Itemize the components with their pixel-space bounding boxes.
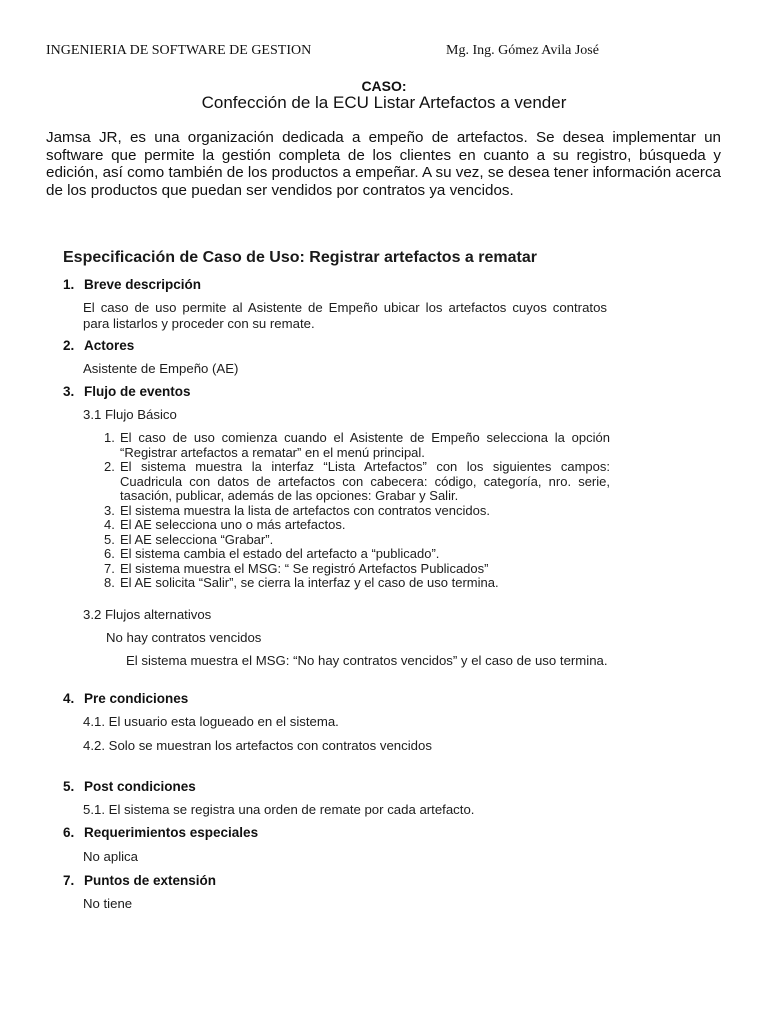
- flow-step: [104, 518, 610, 533]
- case-title: Confección de la ECU Listar Artefactos a vender: [201, 93, 567, 112]
- step-text: El sistema muestra la interfaz “Lista Artefactos” con los siguientes campos: Cuadricula con datos de artefactos con cabecera: código, categoría, nro. serie, tasación, publicar, además de las opciones: Grabar y Salir.: [120, 459, 610, 503]
- special-requirements-text: No aplica: [83, 849, 138, 864]
- flow-step: [104, 547, 610, 562]
- step-text: El sistema muestra el MSG: “ Se registró Artefactos Publicados”: [120, 560, 489, 576]
- section-number: 4.: [63, 691, 75, 706]
- step-number: 3.: [104, 502, 115, 518]
- step-number: 4.: [104, 517, 115, 532]
- actors-text: Asistente de Empeño (AE): [83, 361, 239, 376]
- case-intro-paragraph: Jamsa JR, es una organización dedicada a empeño de artefactos. Se desea implementar un software que permite la gestión completa de los clientes en cuanto a su registro, búsqueda y edición, así como también de los productos a empeñar. A su vez, se desea tener información acerca de los productos que puedan ser vendidos por contratos ya vencidos.: [46, 129, 721, 199]
- step-text: El caso de uso comienza cuando el Asistente de Empeño selecciona la opción “Registrar artefactos a rematar” en el menú principal.: [120, 430, 610, 460]
- step-number: 5.: [104, 531, 115, 547]
- alt-flow-text: El sistema muestra el MSG: “No hay contratos vencidos” y el caso de uso termina.: [126, 653, 608, 668]
- section-number: 1.: [63, 277, 75, 292]
- step-number: 6.: [104, 546, 115, 561]
- section-label: Post condiciones: [84, 779, 196, 794]
- step-text: El sistema muestra la lista de artefactos con contratos vencidos.: [120, 502, 490, 518]
- section-label: Requerimientos especiales: [84, 825, 259, 840]
- section-label: Actores: [84, 338, 135, 353]
- section-label: Breve descripción: [84, 277, 202, 292]
- description-text: El caso de uso permite al Asistente de Empeño ubicar los artefactos cuyos contratos para listarlos y proceder con su remate.: [83, 300, 607, 331]
- precondition-2: 4.2. Solo se muestran los artefactos con contratos vencidos: [83, 738, 432, 753]
- flow-step: [104, 562, 610, 577]
- section-number: 6.: [63, 825, 75, 840]
- postcondition-1: 5.1. El sistema se registra una orden de remate por cada artefacto.: [83, 802, 475, 817]
- basic-flow-heading: 3.1 Flujo Básico: [83, 407, 177, 422]
- extension-points-text: No tiene: [83, 896, 133, 911]
- spec-title: Especificación de Caso de Uso: Registrar artefactos a rematar: [63, 249, 537, 266]
- case-label: CASO:: [361, 78, 407, 94]
- section-number: 3.: [63, 384, 75, 399]
- step-text: El AE selecciona uno o más artefactos.: [120, 517, 346, 532]
- step-number: 2.: [104, 459, 115, 474]
- basic-flow-steps: [104, 431, 610, 591]
- flow-step: [104, 460, 610, 504]
- step-number: 1.: [104, 430, 115, 445]
- section-number: 5.: [63, 779, 75, 794]
- section-number: 7.: [63, 873, 75, 888]
- step-text: El sistema cambia el estado del artefacto a “publicado”.: [120, 546, 440, 561]
- section-label: Puntos de extensión: [84, 873, 217, 888]
- alt-flow-name: No hay contratos vencidos: [106, 630, 262, 645]
- step-number: 8.: [104, 575, 115, 590]
- flow-step: [104, 533, 610, 548]
- step-number: 7.: [104, 560, 115, 576]
- flow-step: [104, 504, 610, 519]
- precondition-1: 4.1. El usuario esta logueado en el sistema.: [83, 714, 339, 729]
- section-number: 2.: [63, 338, 75, 353]
- flow-step: [104, 431, 610, 460]
- author-name: Mg. Ing. Gómez Avila José: [446, 43, 599, 58]
- course-title: INGENIERIA DE SOFTWARE DE GESTION: [46, 43, 312, 58]
- alt-flow-heading: 3.2 Flujos alternativos: [83, 607, 212, 622]
- section-label: Pre condiciones: [84, 691, 189, 706]
- section-label: Flujo de eventos: [84, 384, 191, 399]
- flow-step: [104, 576, 610, 591]
- step-text: El AE selecciona “Grabar”.: [120, 531, 274, 547]
- step-text: El AE solicita “Salir”, se cierra la interfaz y el caso de uso termina.: [120, 575, 499, 590]
